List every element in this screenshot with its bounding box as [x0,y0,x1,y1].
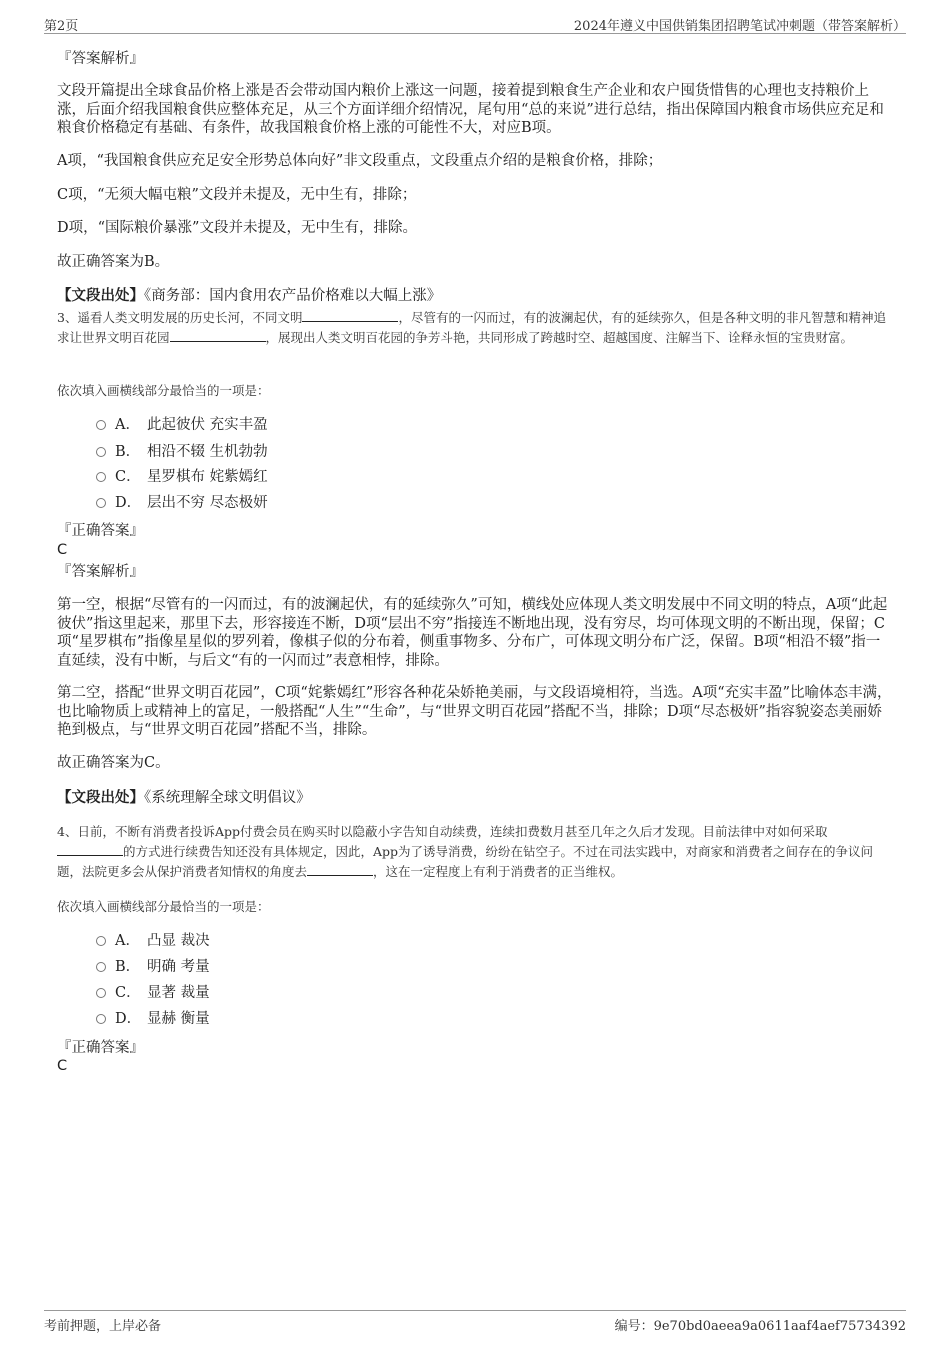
source-text: 《商务部：国内食用农产品价格难以大幅上涨》 [144,288,442,304]
option-letter: D． [115,495,142,511]
q2-source [57,287,893,306]
q3-stem-part1: 3、遥看人类文明发展的历史长河，不同文明 [57,310,303,325]
option-letter: C． [115,985,141,1001]
option-text: 相沿不辍 生机勃勃 [147,444,268,460]
q3-source [57,789,893,808]
q3-blank-2 [170,327,266,342]
radio-icon[interactable] [96,447,106,457]
radio-icon[interactable] [96,498,106,508]
radio-icon[interactable] [96,420,106,430]
radio-icon[interactable] [96,988,106,998]
q2-analysis-option-c: C项，“无须大幅屯粮”文段并未提及，无中生有，排除； [57,187,417,203]
q4-answer-label: 『正确答案』 [57,1040,144,1056]
q3-analysis-paragraph-2: 第二空，搭配“世界文明百花园”，C项“姹紫嫣红”形容各种花朵娇艳美丽，与文段语境相符，当选。A项“充实丰盈”比喻体态丰满，也比喻物质上或精神上的富足，一般搭配“人生”“生命”，与“世界文明百花园”搭配不当，排除；D项“尽态极妍”指容貌姿态美丽娇艳到极点，与“世界文明百花园”搭配不当，排除。 [57,685,892,738]
q4-blank-2 [307,861,373,876]
q3-stem-part2: ，尽管有的一闪而过，有的波澜起伏，有的延续弥久，但是各种文明的非凡智慧和精神追求让世界文明百花园 [57,310,886,345]
q3-stem [57,307,893,347]
source-label: 【文段出处】 [57,789,144,806]
q4-option-b[interactable] [96,958,210,976]
option-text: 星罗棋布 姹紫嫣红 [147,469,268,485]
option-letter: C． [115,469,141,485]
q4-prompt: 依次填入画横线部分最恰当的一项是： [57,899,270,914]
radio-icon[interactable] [96,1014,106,1024]
q2-analysis-label: 『答案解析』 [57,51,144,67]
page-number: 第2页 [44,19,79,34]
q3-answer: C [57,542,68,558]
q3-prompt: 依次填入画横线部分最恰当的一项是： [57,383,270,398]
option-text: 凸显 裁决 [147,933,210,949]
radio-icon[interactable] [96,936,106,946]
q4-option-a[interactable] [96,932,210,950]
q2-conclusion: 故正确答案为B。 [57,254,170,270]
radio-icon[interactable] [96,472,106,482]
option-text: 显赫 衡量 [147,1011,210,1027]
q4-stem [57,822,893,881]
q3-conclusion: 故正确答案为C。 [57,755,170,771]
q2-analysis-option-d: D项，“国际粮价暴涨”文段并未提及，无中生有，排除。 [57,220,417,236]
q3-blank-1 [302,307,398,322]
footer-slogan: 考前押题，上岸必备 [44,1319,162,1334]
q4-option-c[interactable] [96,984,210,1002]
source-label: 【文段出处】 [57,287,144,304]
q3-option-c[interactable] [96,468,268,486]
source-text: 《系统理解全球文明倡议》 [144,790,311,806]
option-text: 显著 裁量 [147,985,210,1001]
q3-analysis-label: 『答案解析』 [57,564,144,580]
q3-stem-part3: ，展现出人类文明百花园的争芳斗艳，共同形成了跨越时空、超越国度、注解当下、诠释永恒的宝贵财富。 [265,330,854,345]
q4-stem-part1: 4、日前，不断有消费者投诉App付费会员在购买时以隐蔽小字告知自动续费，连续扣费数月甚至几年之久后才发现。目前法律中对如何采取 [57,824,828,839]
page-footer [44,1310,906,1335]
q4-answer: C [57,1058,68,1074]
option-letter: B． [115,444,141,460]
option-text: 层出不穷 尽态极妍 [147,495,268,511]
document-title: 2024年遵义中国供销集团招聘笔试冲刺题（带答案解析） [573,19,906,34]
q2-analysis-option-a: A项，“我国粮食供应充足安全形势总体向好”非文段重点，文段重点介绍的是粮食价格，排除； [57,153,663,169]
q4-stem-part3: ，这在一定程度上有利于消费者的正当维权。 [373,864,624,879]
radio-icon[interactable] [96,962,106,972]
q3-analysis-paragraph-1: 第一空，根据“尽管有的一闪而过，有的波澜起伏，有的延续弥久”可知，横线处应体现人类文明发展中不同文明的特点，A项“此起彼伏”指这里起来，那里下去，形容接连不断，D项“层出不穷”指接连不断地出现，没有穷尽，均可体现文明的不断出现，保留；C项“星罗棋布”指像星星似的罗列着，像棋子似的分布着，侧重事物多、分布广，可体现文明分布广泛，保留。B项“相沿不辍”指一直延续，没有中断，与后文“有的一闪而过”表意相悖，排除。 [57,597,888,669]
option-letter: D． [115,1011,142,1027]
q2-analysis-paragraph: 文段开篇提出全球食品价格上涨是否会带动国内粮价上涨这一问题，接着提到粮食生产企业和农户囤货惜售的心理也支持粮价上涨，后面介绍我国粮食供应整体充足，从三个方面详细介绍情况，尾句用“总的来说”进行总结，指出保障国内粮食市场供应充足和粮食价格稳定有基础、有条件，故我国粮食价格上涨的可能性不大，对应B项。 [57,83,884,136]
document-id: 编号：9e70bd0aeea9a0611aaf4aef75734392 [614,1319,906,1334]
q4-stem-part2: 的方式进行续费告知还没有具体规定，因此，App为了诱导消费，纷纷在钻空子。不过在司法实践中，对商家和消费者之间存在的争议问题，法院更多会从保护消费者知情权的角度去 [57,844,874,879]
q3-option-a[interactable] [96,416,268,434]
option-letter: B． [115,959,141,975]
q3-option-b[interactable] [96,443,268,461]
option-letter: A． [115,417,140,433]
option-text: 明确 考量 [147,959,210,975]
q4-blank-1 [57,841,123,856]
option-letter: A． [115,933,140,949]
q4-option-d[interactable] [96,1010,210,1028]
q3-answer-label: 『正确答案』 [57,523,144,539]
page-header [44,13,906,34]
option-text: 此起彼伏 充实丰盈 [147,417,268,433]
q3-option-d[interactable] [96,494,268,512]
